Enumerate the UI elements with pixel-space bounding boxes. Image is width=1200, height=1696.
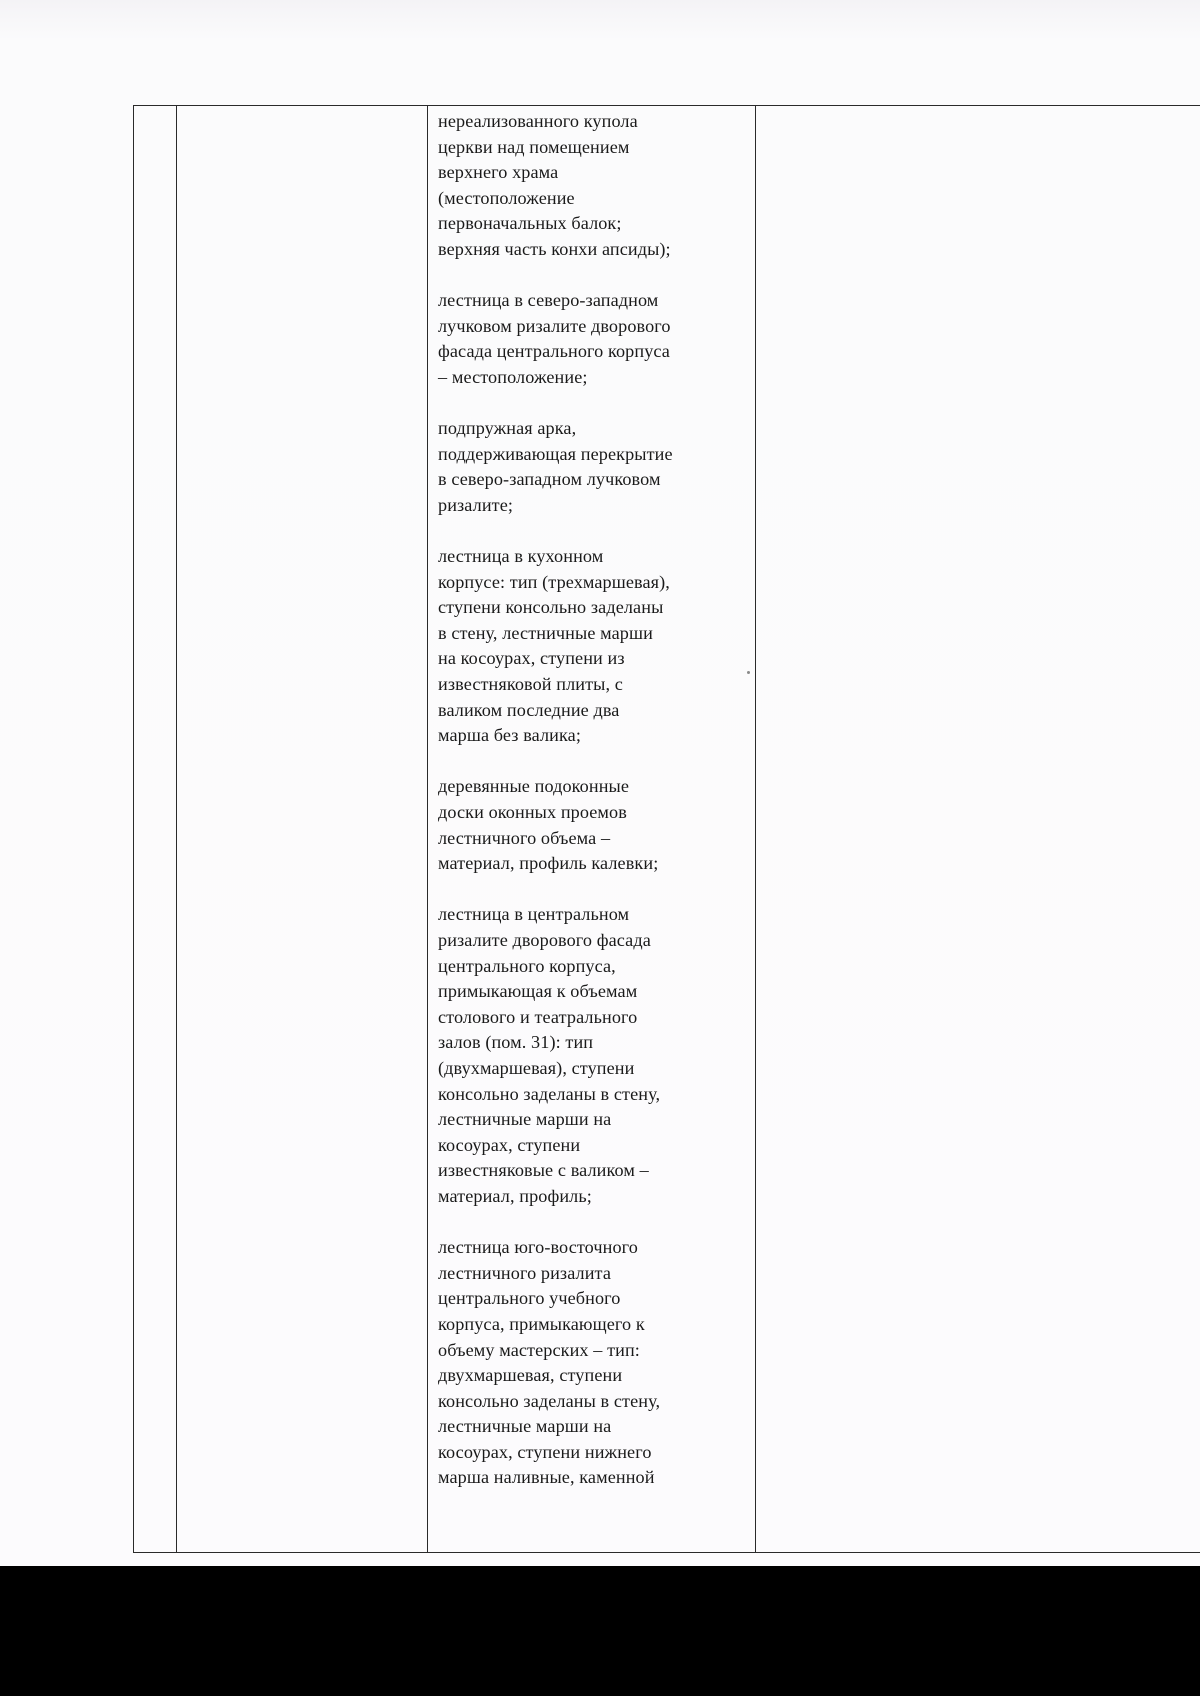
text-line: нереализованного купола bbox=[438, 111, 638, 131]
description-paragraph bbox=[438, 544, 749, 749]
scan-bottom-border bbox=[0, 1566, 1200, 1696]
text-line: подпружная арка, bbox=[438, 418, 577, 439]
text-line: объему мастерских – тип: bbox=[438, 1339, 640, 1360]
text-line: лестничного ризалита bbox=[438, 1262, 612, 1283]
text-line: косоурах, ступени нижнего bbox=[438, 1441, 652, 1462]
description-paragraph bbox=[438, 902, 749, 1209]
text-line: косоурах, ступени bbox=[438, 1134, 581, 1155]
text-line: (двухмаршевая), ступени bbox=[438, 1057, 635, 1078]
text-line: ризалите; bbox=[438, 494, 514, 515]
text-line: фасада центрального корпуса bbox=[438, 341, 670, 362]
text-line: марша наливные, каменной bbox=[438, 1467, 655, 1488]
text-line: (местоположение bbox=[438, 187, 575, 208]
scan-speck bbox=[747, 671, 750, 674]
text-line: верхнего храма bbox=[438, 162, 559, 183]
description-paragraph bbox=[438, 416, 749, 518]
text-line: верхняя часть конхи апсиды); bbox=[438, 238, 671, 259]
text-line: материал, профиль калевки; bbox=[438, 853, 659, 874]
text-line: залов (пом. 31): тип bbox=[438, 1032, 594, 1053]
text-line: лестничного объема – bbox=[438, 827, 611, 848]
description-text bbox=[428, 106, 755, 1491]
document-table bbox=[133, 105, 1200, 1553]
text-line: в северо-западном лучковом bbox=[438, 469, 661, 490]
text-line: столового и театрального bbox=[438, 1006, 638, 1027]
text-line: лестница юго-восточного bbox=[438, 1237, 638, 1258]
text-line: лестница в центральном bbox=[438, 904, 630, 925]
text-line: лестница в северо-западном bbox=[438, 290, 659, 311]
table-row bbox=[134, 106, 1200, 1553]
text-line: корпусе: тип (трехмаршевая), bbox=[438, 571, 670, 592]
text-line: в стену, лестничные марши bbox=[438, 622, 653, 643]
text-line: первоначальных балок; bbox=[438, 213, 622, 234]
text-line: примыкающая к объемам bbox=[438, 981, 638, 1002]
text-line: деревянные подоконные bbox=[438, 776, 630, 797]
text-line: лестница в кухонном bbox=[438, 546, 604, 567]
text-line: известняковой плиты, с bbox=[438, 674, 623, 695]
text-line: корпуса, примыкающего к bbox=[438, 1313, 645, 1334]
text-line: на косоурах, ступени из bbox=[438, 648, 625, 669]
text-line: центрального корпуса, bbox=[438, 955, 616, 976]
text-line: консольно заделаны в стену, bbox=[438, 1390, 661, 1411]
table-cell-number bbox=[134, 106, 177, 1553]
description-paragraph bbox=[438, 1235, 749, 1491]
text-line: двухмаршевая, ступени bbox=[438, 1365, 623, 1386]
table-cell-name bbox=[177, 106, 428, 1553]
text-line: марша без валика; bbox=[438, 725, 581, 746]
text-line: центрального учебного bbox=[438, 1288, 621, 1309]
description-paragraph bbox=[438, 774, 749, 876]
text-line: ризалите дворового фасада bbox=[438, 930, 651, 950]
table-cell-notes bbox=[756, 106, 1200, 1553]
text-line: церкви над помещением bbox=[438, 136, 630, 157]
text-line: доски оконных проемов bbox=[438, 802, 627, 823]
text-line: лестничные марши на bbox=[438, 1416, 612, 1437]
text-line: известняковые с валиком – bbox=[438, 1160, 649, 1181]
text-line: поддерживающая перекрытие bbox=[438, 443, 673, 464]
text-line: валиком последние два bbox=[438, 699, 620, 720]
table-cell-description bbox=[428, 106, 756, 1553]
text-line: – местоположение; bbox=[438, 366, 588, 387]
description-paragraph bbox=[438, 288, 749, 390]
text-line: лестничные марши на bbox=[438, 1109, 612, 1130]
text-line: лучковом ризалите дворового bbox=[438, 315, 671, 336]
text-line: ступени консольно заделаны bbox=[438, 597, 664, 618]
text-line: консольно заделаны в стену, bbox=[438, 1083, 661, 1104]
description-paragraph bbox=[438, 109, 749, 263]
text-line: материал, профиль; bbox=[438, 1185, 592, 1206]
